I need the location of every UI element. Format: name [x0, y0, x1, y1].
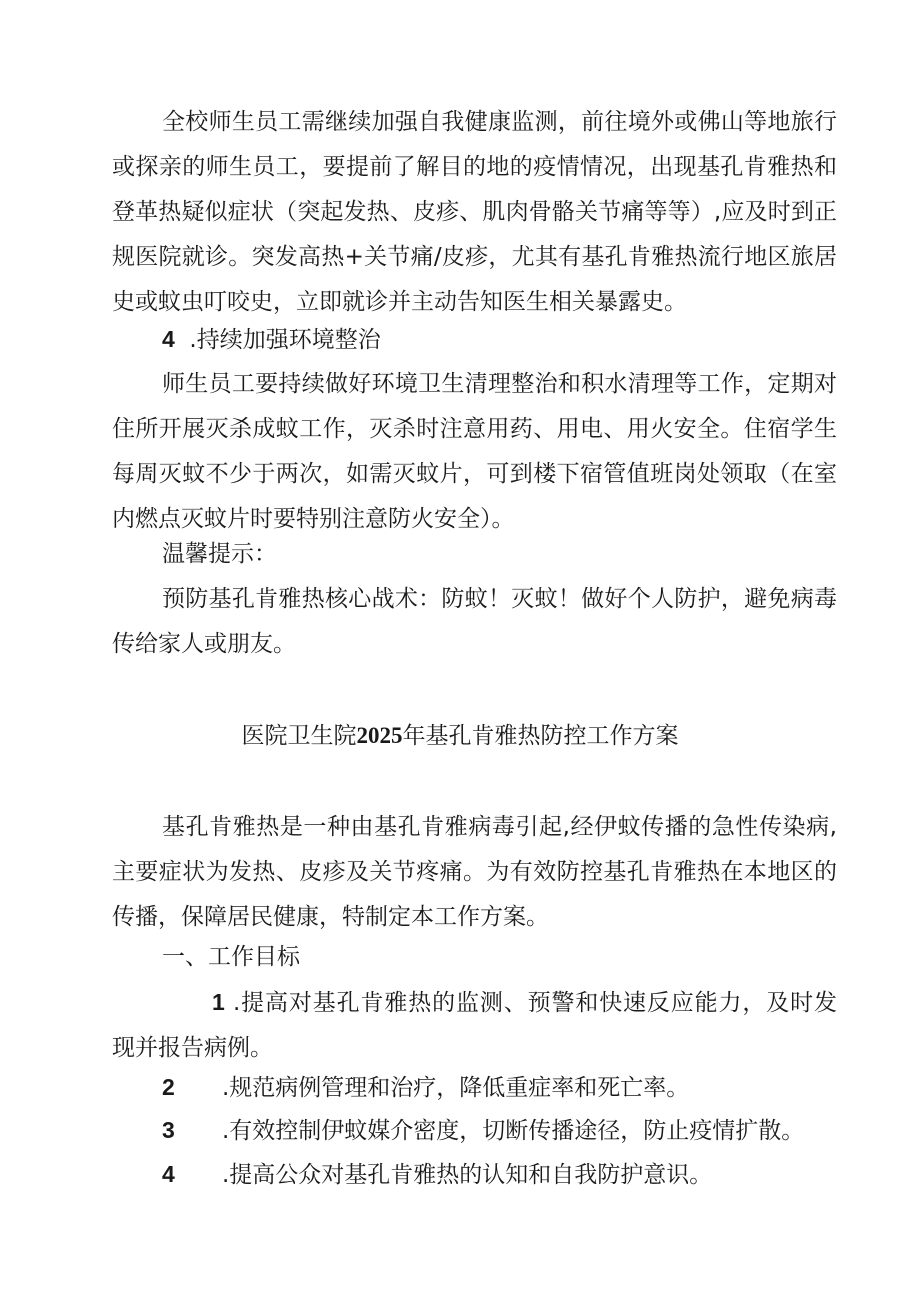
plan-intro: 基孔肯雅热是一种由基孔肯雅病毒引起,经伊蚊传播的急性传染病,主要症状为发热、皮疹及关节疼痛。为有效防控基孔肯雅热在本地区的传播，保障居民健康，特制定本工作方案。 [112, 814, 837, 930]
paragraph-health-monitoring: 全校师生员工需继续加强自我健康监测，前往境外或佛山等地旅行或探亲的师生员工，要提前了解目的地的疫情情况，出现基孔肯雅热和登革热疑似症状（突起发热、皮疹、肌肉骨骼关节痛等等）,应及时到正规医院就诊。突发高热+关节痛/皮疹，尤其有基孔肯雅热流行地区旅居史或蚊虫叮咬史，立即就诊并主动告知医生相关暴露史。 [112, 109, 837, 315]
goal-number: 4 [162, 1161, 175, 1187]
item-environment-heading [162, 317, 887, 363]
plan-title [0, 713, 920, 759]
goal-number: 2 [162, 1074, 175, 1100]
item-text: .持续加强环境整治 [189, 327, 381, 353]
title-part: 年基孔肯雅热防控工作方案 [402, 723, 679, 749]
tip-label: 温馨提示： [162, 541, 277, 567]
goal-number: 1 [212, 989, 225, 1015]
title-year: 2025 [356, 723, 403, 748]
goal-item-3 [162, 1108, 887, 1154]
goal-item-2 [162, 1065, 887, 1111]
item-number: 4 [162, 326, 175, 352]
goal-item-4 [162, 1152, 887, 1198]
goal-text: .提高对基孔肯雅热的监测、预警和快速反应能力，及时发现并报告病例。 [112, 990, 838, 1061]
goal-item-1 [112, 980, 837, 1071]
paragraph-environment: 师生员工要持续做好环境卫生清理整治和积水清理等工作，定期对住所开展灭杀成蚊工作，灭杀时注意用药、用电、用火安全。住宿学生每周灭蚊不少于两次，如需灭蚊片，可到楼下宿管值班岗处领取（在室内燃点灭蚊片时要特别注意防火安全）。 [112, 371, 837, 532]
goal-text: .规范病例管理和治疗，降低重症率和死亡率。 [222, 1075, 690, 1101]
goal-text: .有效控制伊蚊媒介密度，切断传播途径，防止疫情扩散。 [222, 1118, 805, 1144]
goal-number: 3 [162, 1117, 175, 1143]
title-part: 医院卫生院 [241, 723, 357, 749]
goal-text: .提高公众对基孔肯雅热的认知和自我防护意识。 [222, 1162, 713, 1188]
tip-text: 预防基孔肯雅热核心战术：防蚊！灭蚊！做好个人防护，避免病毒传给家人或朋友。 [112, 586, 837, 657]
section-heading-goals: 一、工作目标 [162, 944, 300, 970]
